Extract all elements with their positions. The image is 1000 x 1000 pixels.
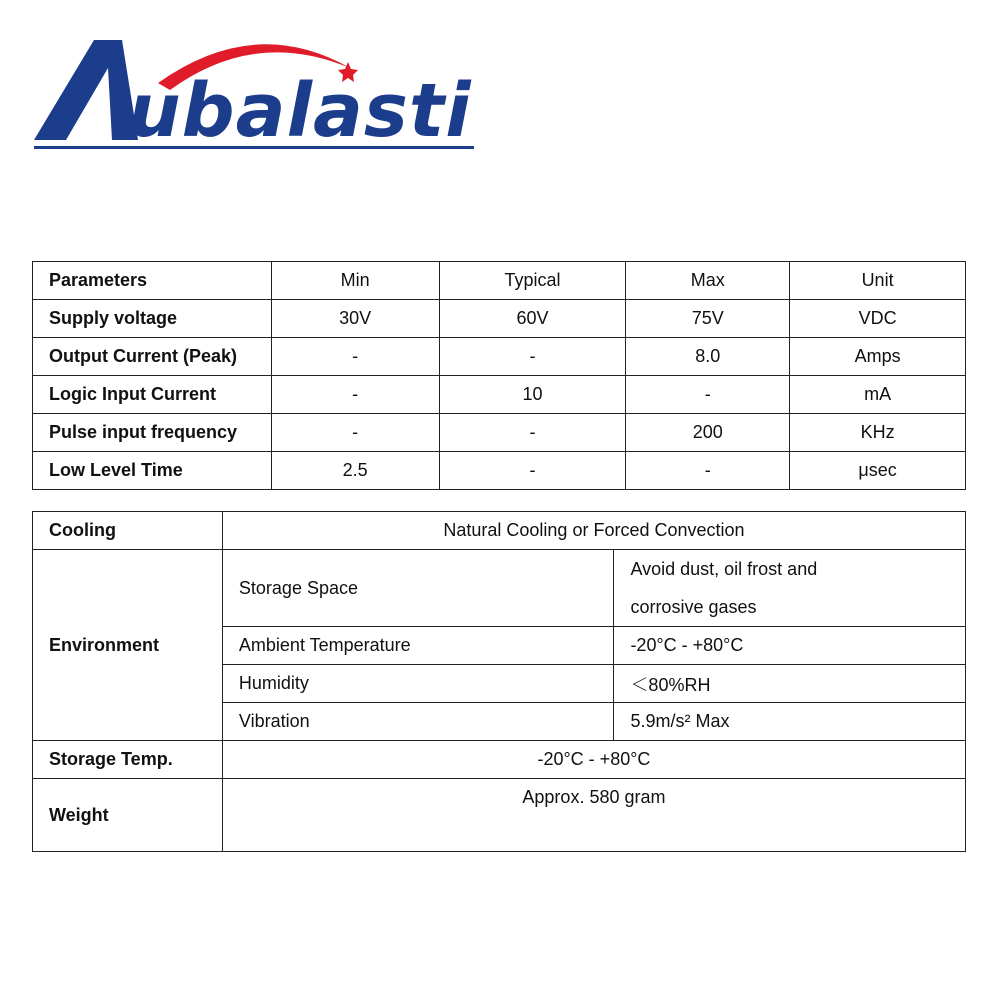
env-item-name: Ambient Temperature <box>222 627 614 665</box>
environment-table <box>32 511 966 852</box>
row-max: 8.0 <box>626 338 790 376</box>
weight-value: Approx. 580 gram <box>222 779 965 852</box>
env-item-value-line: Avoid dust, oil frost and <box>630 559 818 579</box>
table-row <box>33 452 966 490</box>
row-typical: - <box>439 452 626 490</box>
row-unit: VDC <box>790 300 966 338</box>
storage-temp-value: -20°C - +80°C <box>222 741 965 779</box>
row-unit: μsec <box>790 452 966 490</box>
cooling-value: Natural Cooling or Forced Convection <box>222 512 965 550</box>
header-typical: Typical <box>439 262 626 300</box>
row-parameter: Supply voltage <box>33 300 272 338</box>
row-min: 2.5 <box>271 452 439 490</box>
row-min: 30V <box>271 300 439 338</box>
row-max: - <box>626 452 790 490</box>
row-min: - <box>271 414 439 452</box>
header-min: Min <box>271 262 439 300</box>
brand-logo <box>30 28 480 158</box>
weight-label: Weight <box>33 779 223 852</box>
table-row <box>33 376 966 414</box>
env-item-value: 5.9m/s² Max <box>614 703 966 741</box>
row-parameter: Low Level Time <box>33 452 272 490</box>
logo-letter-a <box>34 40 138 140</box>
row-unit: KHz <box>790 414 966 452</box>
row-typical: 60V <box>439 300 626 338</box>
spec-table <box>32 261 966 490</box>
env-item-name: Humidity <box>222 665 614 703</box>
logo-wordmark: ubalasti <box>128 68 472 154</box>
table-row <box>33 300 966 338</box>
environment-row-storage-space <box>33 550 966 627</box>
row-typical: 10 <box>439 376 626 414</box>
row-min: - <box>271 376 439 414</box>
row-parameter: Pulse input frequency <box>33 414 272 452</box>
cooling-row <box>33 512 966 550</box>
env-item-value: -20°C - +80°C <box>614 627 966 665</box>
row-typical: - <box>439 414 626 452</box>
env-item-name: Vibration <box>222 703 614 741</box>
weight-row <box>33 779 966 852</box>
row-unit: Amps <box>790 338 966 376</box>
env-item-name: Storage Space <box>222 550 614 627</box>
row-parameter: Logic Input Current <box>33 376 272 414</box>
row-parameter: Output Current (Peak) <box>33 338 272 376</box>
row-typical: - <box>439 338 626 376</box>
environment-label: Environment <box>33 550 223 741</box>
storage-temp-row <box>33 741 966 779</box>
row-max: - <box>626 376 790 414</box>
row-max: 200 <box>626 414 790 452</box>
env-item-value: ＜80%RH <box>614 665 966 703</box>
spec-header-row <box>33 262 966 300</box>
env-item-value-line: corrosive gases <box>630 597 757 617</box>
header-parameters: Parameters <box>33 262 272 300</box>
header-max: Max <box>626 262 790 300</box>
row-min: - <box>271 338 439 376</box>
table-row <box>33 338 966 376</box>
header-unit: Unit <box>790 262 966 300</box>
storage-temp-label: Storage Temp. <box>33 741 223 779</box>
row-unit: mA <box>790 376 966 414</box>
row-max: 75V <box>626 300 790 338</box>
env-item-value <box>614 550 966 627</box>
table-row <box>33 414 966 452</box>
cooling-label: Cooling <box>33 512 223 550</box>
